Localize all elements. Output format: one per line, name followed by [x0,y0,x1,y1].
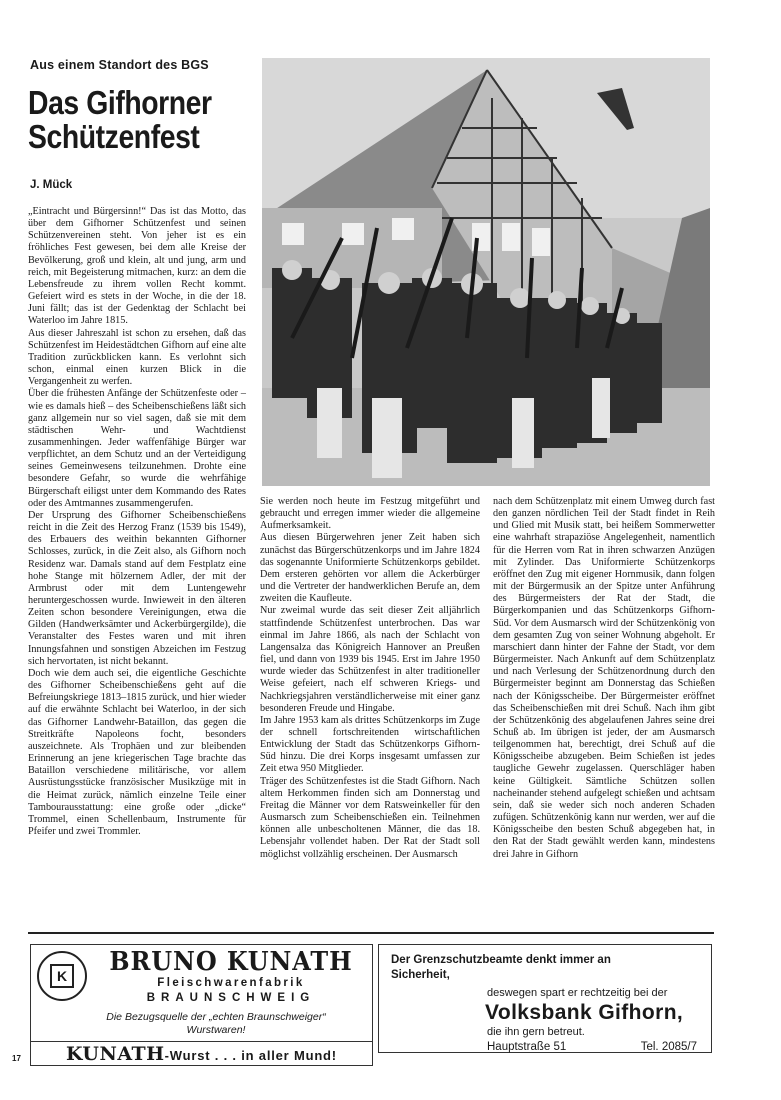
paragraph: Träger des Schützenfestes ist die Stadt Gifhorn. Nach altem Herkommen finden sich am Donnerstag und Freitag die Männer vor dem Ratsweinkeller für den Ausmarsch zum Scheibenschießen ein. Teilnehmen können alle unbescholtenen Männer, die das 18. Lebensjahr vollendet haben. Der Rat der Stadt soll möglichst vollzählig erscheinen. Der Ausmarsch [260,775,480,860]
article-column-2 [260,496,480,861]
ad-brand-name: BRUNO KUNATH [109,947,353,977]
paragraph: „Eintracht und Bürgersinn!“ Das ist das Motto, das über dem Gifhorner Schützenfest und seinen Schützenvereinen steht. Von jeher ist es ein fröhliches Fest gewesen, bei dem alle Kreise der Bevölkerung, groß und klein, alt und jung, arm und reich, mit Begeisterung mitmachen, kurz: an dem die Lebensfreude zu ihrem vollen Recht kommt. Gefeiert wird es stets in der Woche, in die der 18. Juni fällt; das ist der Gedenktag der Schlacht bei Waterloo im Jahre 1815. [28,206,246,327]
article-author: J. Mück [30,179,73,191]
logo-letter: K [50,964,74,988]
ad-tagline [71,1011,361,1037]
article-headline [28,86,222,154]
page-number: 17 [12,1054,21,1063]
ad-subtitle: Fleischwarenfabrik [157,977,305,989]
article-photo [262,58,710,486]
ad-bruno-kunath [30,944,373,1066]
paragraph: Der Ursprung des Gifhorner Scheibenschießens reicht in die Zeit des Herzog Franz (1539 bis 1549), des Erbauers des weithin bekannten Gifhorner Schlosses, zurück, in die Zeit also, als Gifhorn noch Residenz war. Damals stand auf dem Festplatz eine hohe Stange mit hölzernem Adler, der mit der Armbrust oder mit dem Luntengewehr heruntergeschossen wurde. Inwieweit in den älteren Zeiten schon besondere Vereinigungen, etwa die Gilden (Handwerksämter und Ackerbürgergilde), die Veranstalter des Festes waren und mit ihren Innungsfahnen und sonstigen Abzeichen im Festzug sich hervortaten, ist nicht bekannt. [28,509,246,667]
paragraph: Sie werden noch heute im Festzug mitgeführt und gebraucht und erregen immer wieder die allgemeine Aufmerksamkeit. [260,496,480,532]
ad-text: deswegen spart er rechtzeitig bei der [487,987,668,999]
ad-slogan [31,1043,372,1065]
slogan-text: -Wurst . . . in aller Mund! [164,1048,337,1063]
kunath-logo-icon [37,951,87,1001]
ad-text-2: die ihn gern betreut. [487,1026,585,1038]
paragraph: Aus diesen Bürgerwehren jener Zeit haben sich zunächst das Bürgerschützenkorps und im Jahre 1824 das sogenannte Uniformierte Schützenkorps gebildet. Dem ersteren gehörten vor allem die Ackerbürger und die Vertreter der handwerklichen Berufe an, dem zweiten die Kaufleute. [260,532,480,605]
article-column-1 [28,206,246,838]
ad-bank-name: Volksbank Gifhorn, [485,1001,684,1024]
headline-line-1: Das Gifhorner [28,84,212,121]
headline-line-2: Schützenfest [28,118,200,155]
ad-tagline-line-1: Die Bezugsquelle der „echten Braunschweiger“ [106,1011,326,1023]
ad-inner-rule [31,1041,372,1042]
paragraph: Nur zweimal wurde das seit dieser Zeit alljährlich stattfindende Schützenfest unterbrochen. Das war einmal im Jahre 1866, als nach der Schlacht von Langensalza das Königreich Hannover an Preußen fiel, und dann von 1939 bis 1945. Erst im Jahre 1950 wurde wieder das Schützenfest in alter traditioneller Weise gefeiert, nach elf schweren Kriegs- und Nachkriegsjahren verständlicherweise mit einer ganz besonderen Freude und Hingabe. [260,605,480,714]
article-column-3 [493,496,715,861]
paragraph: Aus dieser Jahreszahl ist schon zu ersehen, daß das Schützenfest im Heidestädtchen Gifhorn auf eine alte Tradition zurückblicken kann. Es verlohnt sich schon, einmal einen kurzen Blick in die Vergangenheit zu werfen. [28,327,246,388]
ad-address: Hauptstraße 51 [487,1041,567,1053]
ad-headline: Der Grenzschutzbeamte denkt immer an Sicherheit, [391,954,611,981]
slogan-brand: KUNATH [66,1043,165,1065]
paragraph: Über die frühesten Anfänge der Schützenfeste oder – wie es damals hieß – des Scheibenschießens läßt sich ganz allgemein nur so viel sagen, daß sie mit dem städtischen Wehr- und Wachtdienst zusammenhingen. Jeder waffenfähige Bürger war verpflichtet, an dem Schutz und an der Verteidigung seines Gemeinwesens teilzunehmen. Drohte eine besondere Gefahr, so wurde die wehrfähige Bürgerschaft eiligst unter dem Kommando des Rates oder des Amtmannes zusammengerufen. [28,388,246,509]
article-kicker: Aus einem Standort des BGS [30,58,209,72]
ad-city: BRAUNSCHWEIG [146,992,316,1004]
paragraph: Doch wie dem auch sei, die eigentliche Geschichte des Gifhorner Scheibenschießens geht auf die Befreiungskriege 1813–1815 zurück, und hier wieder auf die erwähnte Schlacht bei Waterloo, in der sich das Gifhorner Landwehr-Bataillon, das gegen die Streitkräfte Napoleons focht, besonders auszeichnete. Als Trophäen und zur bleibenden Erinnerung an jene kriegerischen Tage brachte das Bataillon verschiedene militärische, vor allem Ausrüstungsstücke französischer Musikzüge mit in die Heimat zurück, nämlich einzelne Teile einer Tambourausstattung: eine große oder „dicke“ Trommel, einen Schellenbaum, Instrumente für Pfeifer und zwei Trommler. [28,667,246,837]
ad-volksbank [378,944,712,1053]
divider-rule [28,932,714,934]
photo-parade-illustration [262,58,710,486]
ad-tagline-line-2: Wurstwaren! [186,1024,246,1036]
paragraph: Im Jahre 1953 kam als drittes Schützenkorps im Zuge der schnell fortschreitenden wirtschaftlichen Entwicklung der Stadt das Schützenkorps Gifhorn-Süd hinzu. Die drei Korps insgesamt umfassen zur Zeit etwa 950 Mitglieder. [260,714,480,775]
ad-phone: Tel. 2085/7 [640,1041,697,1053]
paragraph: nach dem Schützenplatz mit einem Umweg durch fast den ganzen nördlichen Teil der Stadt findet in Reih und Glied mit Musik statt, bei heißem Sommerwetter eine wahrhaft strapaziöse Angelegenheit, namentlich für die Herren vom Rat in ihren schwarzen Anzügen mit Zylinder. Das Uniformierte Schützenkorps eröffnet den Zug mit eigener Hornmusik, dann folgen mit der Bürgermusik an der Spitze unter Anführung des Bürgermeisters der Rat der Stadt, die Bürgerkompanien und das Schützenkorps Gifhorn-Süd. Vor dem Ausmarsch wird der Schützenkönig von dem gesamten Zug von seiner Wohnung abgeholt. Er marschiert dann hinter der Fahne der Stadt, vor dem Bürgermeister. Nach Ankunft auf dem Schützenplatz und nach Verlesung der Schützenordnung durch den Bürgermeister beginnt am Donnerstag das Schießen nach der Königsscheibe. Der Bürgermeister eröffnet das Scheibenschießen mit drei Schuß. Nach ihm gibt der Schützenkönig des abgelaufenen Jahres seine drei Schuß ab. Im übrigen ist jeder, der am Ausmarsch teilgenommen hat, berechtigt, drei Schuß auf die Königsscheibe abzugeben. Beim Schießen ist jedes taugliche Gewehr zugelassen. Querschläger haben keine Gültigkeit. Sämtliche Schützen sollen nacheinander stehend aufgelegt schießen und achtsam sein, daß sie weder sich noch anderen Schaden zufügen. Schützenkönig kann nur werden, wer auf die Königsscheibe den besten Schuß abgegeben hat, in den Rat der Stadt gewählt werden kann, mindestens drei Jahre in Gifhorn [493,496,715,860]
